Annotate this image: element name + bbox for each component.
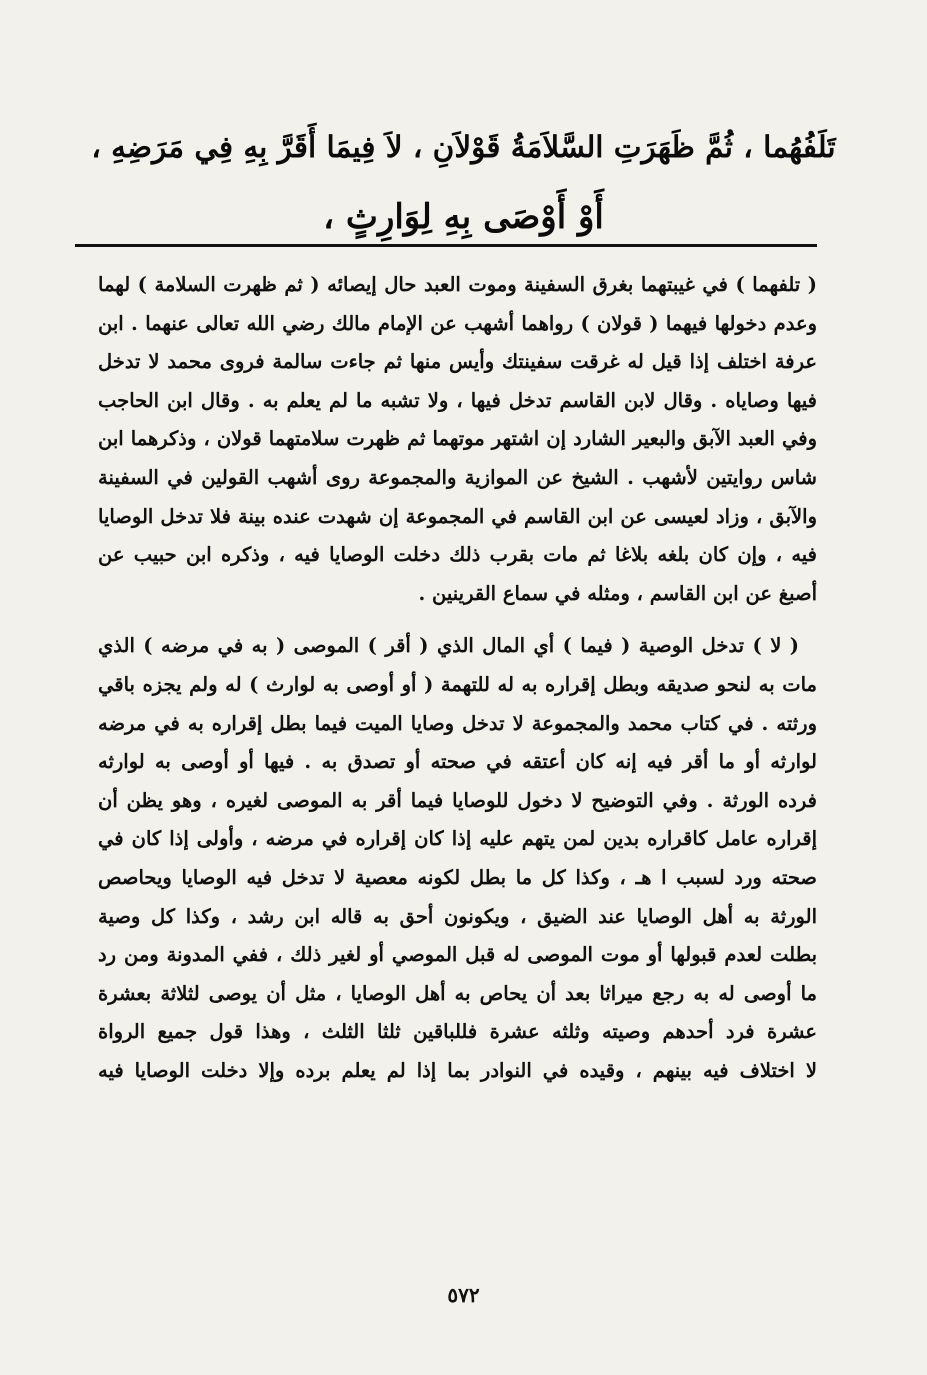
text-line: ( لا ) تدخل الوصية ( فيما ) أي المال الذي ( أقر ) الموصى ( به في مرضه ) الذي xyxy=(98,634,799,658)
text-line: ما أوصى له به رجع ميراثا بعد أن يحاص به أهل الوصايا ، مثل أن يوصى لثلاثة بعشرة xyxy=(98,981,817,1005)
paragraph-2 xyxy=(98,627,817,1090)
commentary-body xyxy=(98,266,817,1090)
text-line: فيها وصاياه . وقال لابن القاسم تدخل فيها ، ولا تشبه ما لم يعلم به . وقال ابن الحاجب xyxy=(98,388,817,412)
paragraph-1 xyxy=(98,266,817,613)
text-line: صحته ورد لسبب ا هـ ، وكذا كل ما بطل لكونه معصية لا تدخل فيه الوصايا ويحاصص xyxy=(98,865,817,889)
text-line: فيه ، وإن كان بلغه بلاغا ثم مات بقرب ذلك دخلت الوصايا فيه ، وذكره ابن حبيب عن xyxy=(98,543,817,567)
text-line: فرده الورثة . وفي التوضيح لا دخول للوصايا فيما أقر به الموصى لغيره ، وهو يظن أن xyxy=(98,788,817,812)
text-line: لا اختلاف فيه بينهم ، وقيده في النوادر بما إذا لم يعلم برده وإلا دخلت الوصايا فيه xyxy=(98,1058,817,1082)
heading-divider xyxy=(75,244,817,247)
text-line: لوارثه أو ما أقر فيه إنه كان أعتقه في صحته أو تصدق به . فيها أو أوصى به لوارثه xyxy=(98,750,817,774)
text-line: وفي العبد الآبق والبعير الشارد إن اشتهر موتهما ثم ظهرت سلامتهما قولان ، وذكرهما ابن xyxy=(98,427,817,451)
text-line: بطلت لعدم قبولها أو موت الموصى له قبل الموصي أو لغير ذلك ، ففي المدونة ومن رد xyxy=(98,943,817,967)
text-line: مات به لنحو صديقه وبطل إقراره به له للتهمة ( أو أوصى به لوارث ) له ولم يجزه باقي xyxy=(98,672,817,696)
page-number: ٥٧٢ xyxy=(447,1283,480,1307)
text-line: أصبغ عن ابن القاسم ، ومثله في سماع القرينين . xyxy=(418,581,817,605)
text-line: شاس روايتين لأشهب . الشيخ عن الموازية والمجموعة روى أشهب القولين في السفينة xyxy=(98,465,817,489)
text-line: والآبق ، وزاد لعيسى عن ابن القاسم في المجموعة إن شهدت عنده بينة فلا تدخل الوصايا xyxy=(98,504,817,528)
heading-line-1: تَلَفُهُما ، ثُمَّ ظَهَرَتِ السَّلاَمَةُ قَوْلاَنِ ، لاَ فِيمَا أَقَرَّ بِهِ فِي مَرَضِهِ ، xyxy=(91,129,836,164)
text-line: عرفة اختلف إذا قيل له غرقت سفينتك وأيس منها ثم جاءت سالمة فروى محمد لا تدخل xyxy=(98,350,817,374)
verse-heading xyxy=(90,112,837,252)
text-line: إقراره عامل كاقراره بدين لمن يتهم عليه إذا كان إقراره في مرضه ، وأولى إذا كان في xyxy=(98,827,817,851)
text-line: ورثته . في كتاب محمد والمجموعة لا تدخل وصايا الميت فيما بطل إقراره به في مرضه xyxy=(98,711,817,735)
text-line: وعدم دخولها فيهما ( قولان ) رواهما أشهب عن الإمام مالك رضي الله تعالى عنهما . ابن xyxy=(98,311,817,335)
text-line: ( تلفهما ) في غيبتهما بغرق السفينة وموت العبد حال إيصائه ( ثم ظهرت السلامة ) لهما xyxy=(98,273,817,296)
heading-line-2: أَوْ أَوْصَى بِهِ لِوَارِثٍ ، xyxy=(323,197,604,237)
text-line: عشرة فرد أحدهم وصيته وثلثه عشرة فللباقين ثلثا الثلث ، وهذا قول جميع الرواة xyxy=(98,1020,817,1044)
text-line: الورثة به أهل الوصايا عند الضيق ، ويكونون أحق به قاله ابن رشد ، وكذا كل وصية xyxy=(98,904,817,928)
